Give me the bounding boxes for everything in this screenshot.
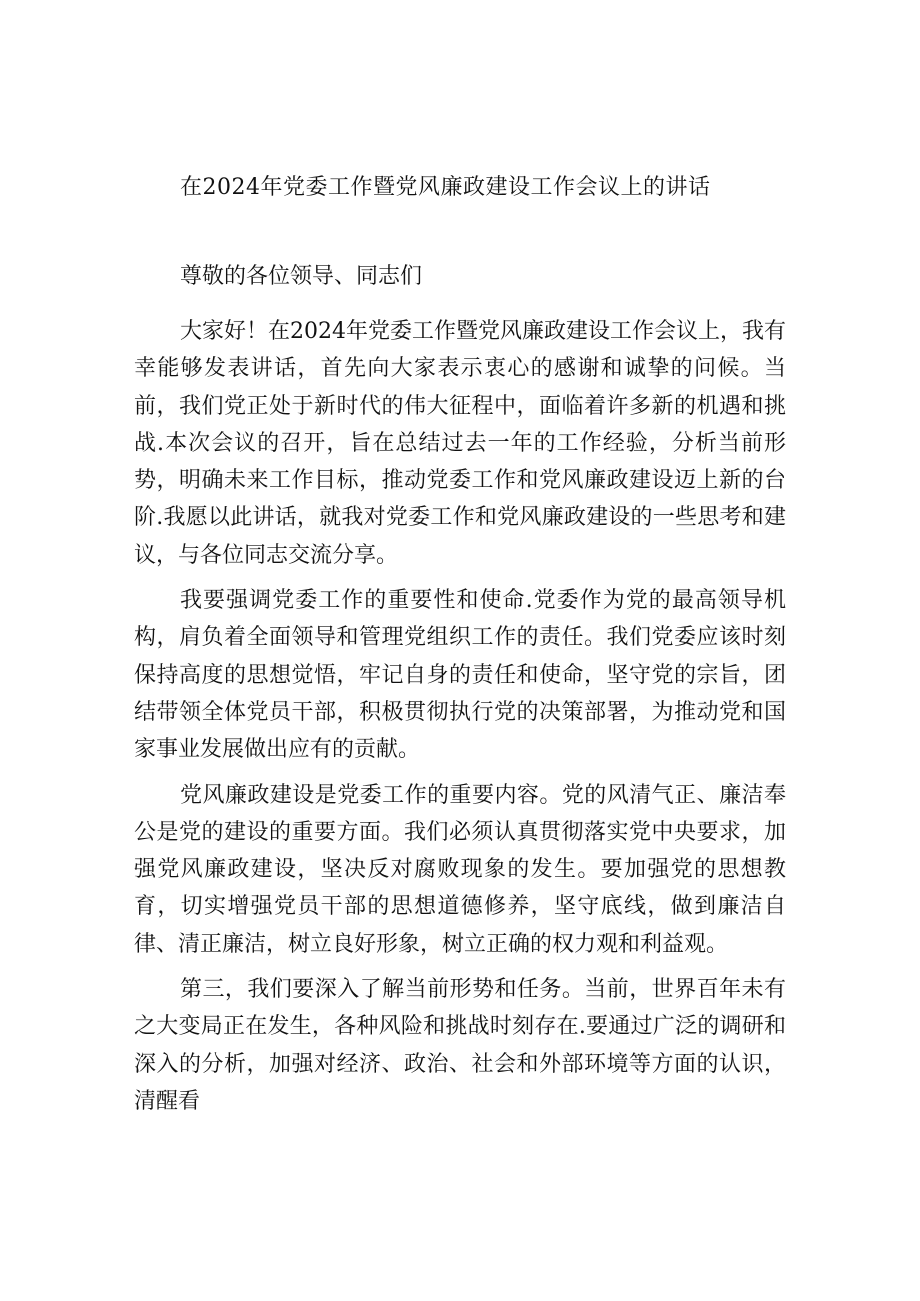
salutation: 尊敬的各位领导、同志们 <box>180 264 423 289</box>
paragraph-4: 第三，我们要深入了解当前形势和任务。当前，世界百年未有之大变局正在发生，各种风险和挑战时刻存在.要通过广泛的调研和深入的分析，加强对经济、政治、社会和外部环境等方面的认识，清醒看 <box>134 977 786 1114</box>
paragraph-1: 大家好！在2024年党委工作暨党风廉政建设工作会议上，我有幸能够发表讲话，首先向大家表示衷心的感谢和诚挚的问候。当前，我们党正处于新时代的伟大征程中，面临着许多新的机遇和挑战.本次会议的召开，旨在总结过去一年的工作经验，分析当前形势，明确未来工作目标，推动党委工作和党风廉政建设迈上新的台阶.我愿以此讲话，就我对党委工作和党风廉政建设的一些思考和建议，与各位同志交流分享。 <box>134 319 786 568</box>
paragraph-3: 党风廉政建设是党委工作的重要内容。党的风清气正、廉洁奉公是党的建设的重要方面。我们必须认真贯彻落实党中央要求，加强党风廉政建设，坚决反对腐败现象的发生。要加强党的思想教育，切实增强党员干部的思想道德修养，坚守底线，做到廉洁自律、清正廉洁，树立良好形象，树立正确的权力观和利益观。 <box>134 782 786 957</box>
paragraph-2: 我要强调党委工作的重要性和使命.党委作为党的最高领导机构，肩负着全面领导和管理党组织工作的责任。我们党委应该时刻保持高度的思想觉悟，牢记自身的责任和使命，坚守党的宗旨，团结带领全体党员干部，积极贯彻执行党的决策部署，为推动党和国家事业发展做出应有的贡献。 <box>134 588 786 763</box>
document-body <box>134 313 786 1128</box>
document-title: 在2024年党委工作暨党风廉政建设工作会议上的讲话 <box>180 175 711 200</box>
